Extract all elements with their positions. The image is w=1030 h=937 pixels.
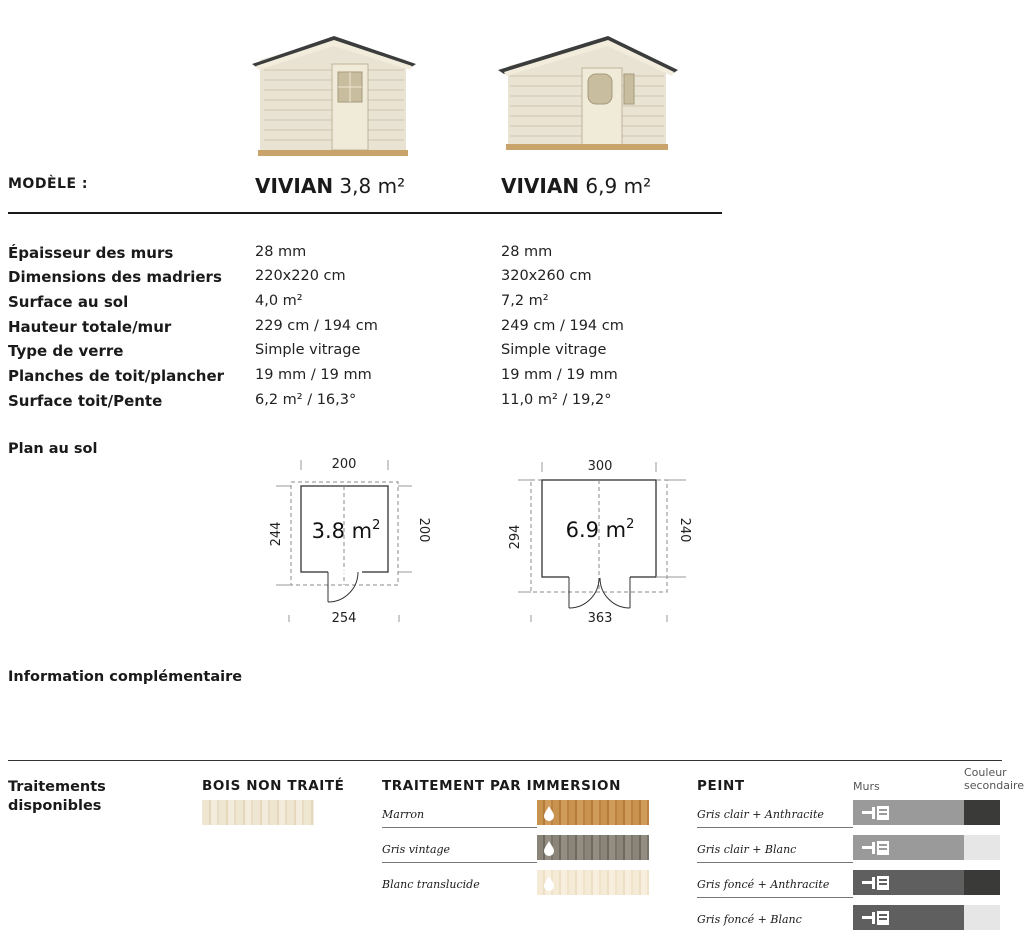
model-name-1: VIVIAN 3,8 m² xyxy=(255,174,406,198)
floorplan-dim-top: 300 xyxy=(587,459,613,474)
spec-value: 19 mm / 19 mm xyxy=(501,367,618,383)
spec-label: Hauteur totale/mur xyxy=(8,318,172,336)
spec-label: Dimensions des madriers xyxy=(8,268,222,286)
spec-label: Épaisseur des murs xyxy=(8,244,174,262)
floorplan-area: 3.8 $m^2$ xyxy=(311,518,381,543)
paint-secondary-swatch xyxy=(964,835,1000,860)
treatments-divider xyxy=(8,760,1002,761)
floorplan-dim-bottom: 363 xyxy=(587,611,613,626)
shed-image-small xyxy=(250,34,418,162)
spec-value: Simple vitrage xyxy=(255,342,361,358)
spec-value: 28 mm xyxy=(255,244,307,260)
additional-info-title: Information complémentaire xyxy=(8,669,243,685)
paint-brush-icon xyxy=(862,805,892,821)
spec-value: 11,0 m² / 19,2° xyxy=(501,392,612,408)
row-divider xyxy=(697,897,853,898)
floorplan-small xyxy=(262,452,431,628)
paint-item: Gris foncé + Anthracite xyxy=(697,878,830,891)
shed-image-large xyxy=(496,34,680,156)
spec-value: 320x260 cm xyxy=(501,268,592,284)
floorplan-dim-top: 200 xyxy=(331,457,357,472)
immersion-item-white: Blanc translucide xyxy=(382,878,480,891)
spec-value: Simple vitrage xyxy=(501,342,607,358)
treatments-title: Traitements disponibles xyxy=(8,779,106,814)
paint-brush-icon xyxy=(862,875,892,891)
immersion-heading: TRAITEMENT PAR IMMERSION xyxy=(382,778,621,794)
paint-heading: PEINT xyxy=(697,778,745,794)
raw-wood-swatch xyxy=(202,800,314,825)
spec-value: 4,0 m² xyxy=(255,293,303,309)
drop-icon xyxy=(542,840,556,856)
spec-value: 220x220 cm xyxy=(255,268,346,284)
floorplan-dim-bottom: 254 xyxy=(331,611,357,626)
model-label: MODÈLE : xyxy=(8,176,88,192)
spec-value: 28 mm xyxy=(501,244,553,260)
spec-label: Type de verre xyxy=(8,342,124,360)
spec-value: 6,2 m² / 16,3° xyxy=(255,392,357,408)
floorplan-large xyxy=(500,452,700,628)
paint-col-walls: Murs xyxy=(853,780,880,793)
immersion-item-brown: Marron xyxy=(382,808,425,821)
paint-item: Gris clair + Blanc xyxy=(697,843,797,856)
spec-label: Planches de toit/plancher xyxy=(8,367,225,385)
row-divider xyxy=(382,862,537,863)
paint-secondary-swatch xyxy=(964,800,1000,825)
floorplan-dim-right: 200 xyxy=(416,517,431,543)
paint-item: Gris clair + Anthracite xyxy=(697,808,824,821)
paint-col-secondary: Couleur secondaire xyxy=(964,766,1025,792)
paint-secondary-swatch xyxy=(964,870,1000,895)
model-name-2: VIVIAN 6,9 m² xyxy=(501,174,652,198)
drop-icon xyxy=(542,875,556,891)
floorplan-title: Plan au sol xyxy=(8,441,98,457)
header-divider xyxy=(8,212,722,214)
paint-item: Gris foncé + Blanc xyxy=(697,913,802,926)
paint-secondary-swatch xyxy=(964,905,1000,930)
floorplan-dim-right: 240 xyxy=(677,517,692,543)
floorplan-area: 6.9 $m^2$ xyxy=(565,517,635,542)
paint-brush-icon xyxy=(862,840,892,856)
drop-icon xyxy=(542,805,556,821)
row-divider xyxy=(697,827,853,828)
spec-label: Surface au sol xyxy=(8,293,129,311)
floorplan-dim-left: 244 xyxy=(269,521,284,547)
raw-wood-heading: BOIS NON TRAITÉ xyxy=(202,778,345,794)
spec-value: 19 mm / 19 mm xyxy=(255,367,372,383)
spec-value: 229 cm / 194 cm xyxy=(255,318,378,334)
spec-value: 249 cm / 194 cm xyxy=(501,318,624,334)
row-divider xyxy=(697,862,853,863)
row-divider xyxy=(382,827,537,828)
paint-brush-icon xyxy=(862,910,892,926)
spec-label: Surface toit/Pente xyxy=(8,392,163,410)
spec-value: 7,2 m² xyxy=(501,293,549,309)
immersion-item-grey: Gris vintage xyxy=(382,843,451,856)
floorplan-dim-left: 294 xyxy=(508,524,523,550)
